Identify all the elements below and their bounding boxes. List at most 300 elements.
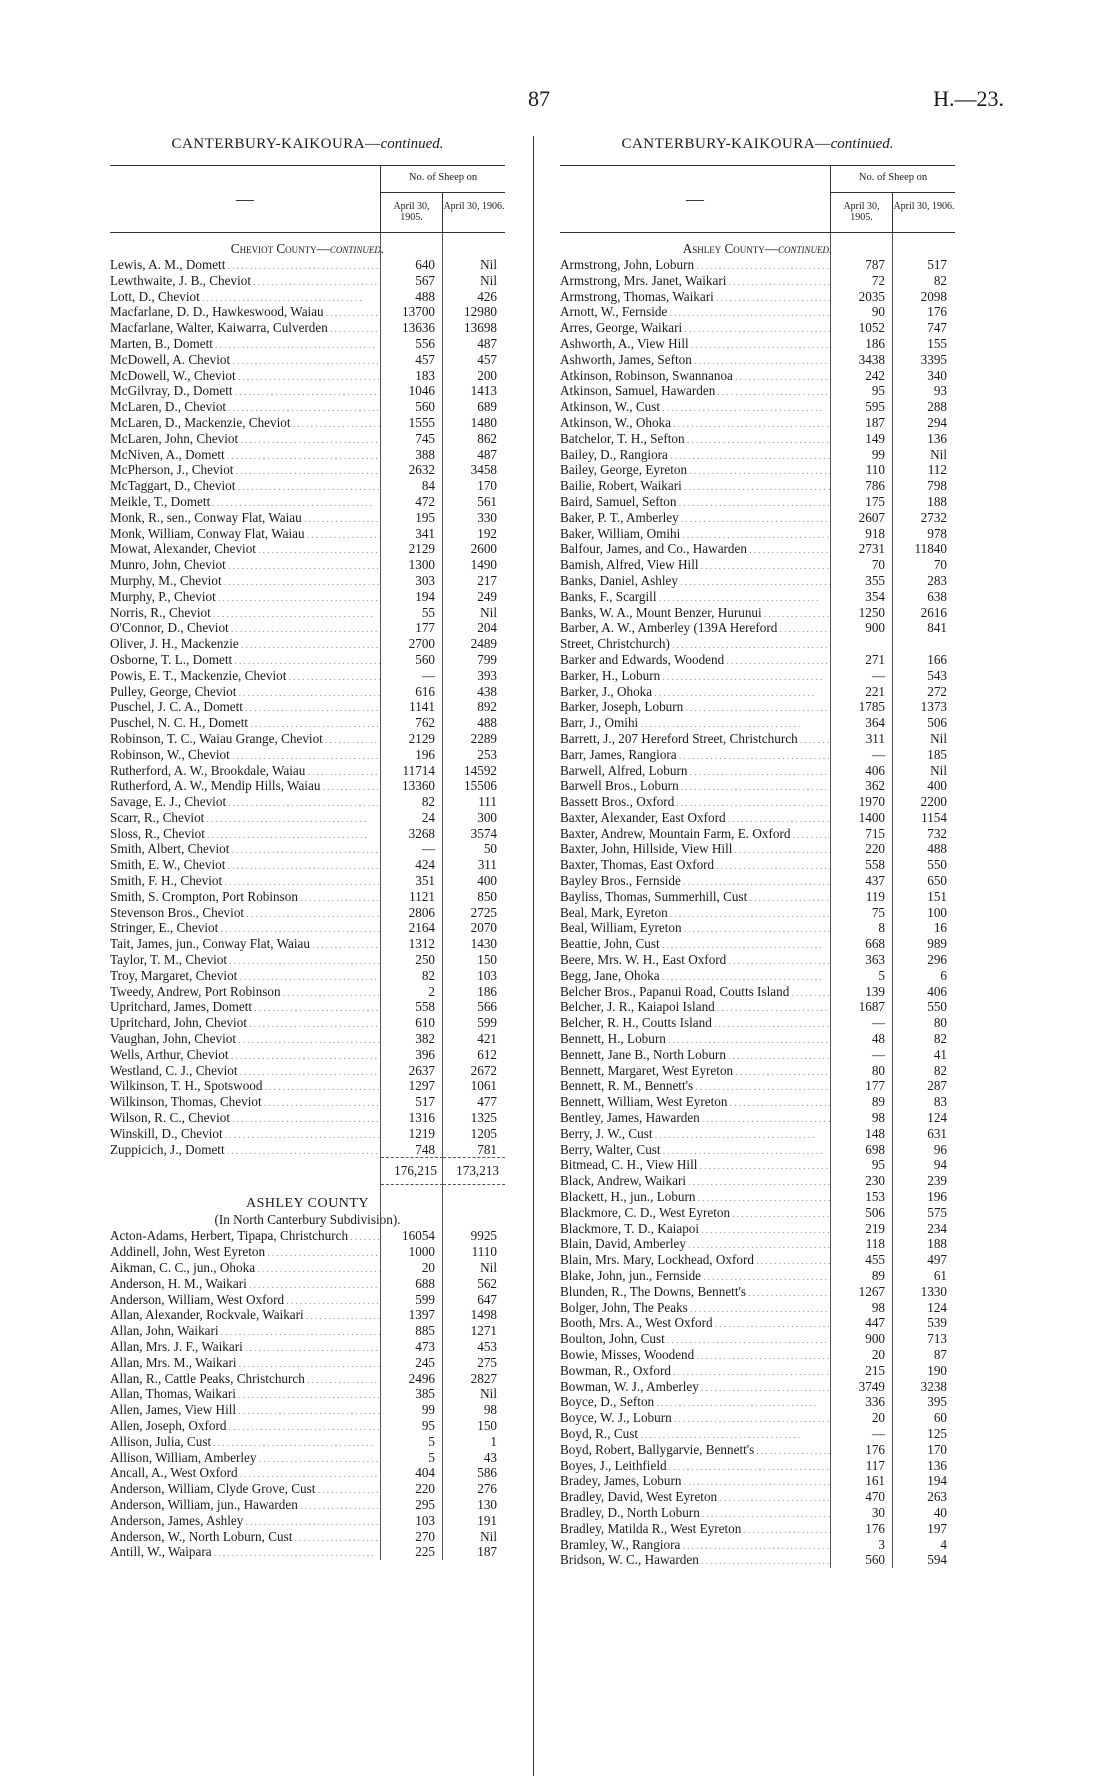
sheep-1906: 426 [477,288,497,304]
total-1906: 173,213 [443,1157,505,1185]
header-sheep-count: No. of Sheep on [831,166,955,193]
sheep-1906: 43 [483,1449,497,1465]
table-row [560,541,955,557]
table-row [560,304,955,320]
owner-name: Baxter, John, Hillside, View Hill . . . [560,841,831,857]
sheep-1905: 230 [865,1173,885,1189]
table-row [110,1513,505,1529]
sheep-1905: 119 [865,888,885,904]
owner-name: Bolger, John, The Peaks . . . [560,1300,831,1316]
sheep-1906: 82 [933,272,947,288]
owner-name: McLaren, D., Mackenzie, Cheviot . . . [110,415,381,431]
owner-name: Tweedy, Andrew, Port Robinson . . . [110,984,381,1000]
owner-name: Blain, Mrs. Mary, Lockhead, Oxford . . . [560,1252,831,1268]
sheep-1906: 11840 [914,541,947,557]
sheep-1905: 271 [865,651,885,667]
sheep-1905: 457 [415,351,435,367]
table-row [560,573,955,589]
table-row [560,1236,955,1252]
table-row [560,731,955,747]
owner-name: Munro, John, Cheviot . . . [110,557,381,573]
owner-name: Anderson, William, West Oxford . . . [110,1292,381,1308]
sheep-1905: 1555 [408,414,435,430]
sheep-1906: 978 [927,525,947,541]
table-row [110,841,505,857]
table-row [560,668,955,684]
owner-name: Lott, D., Cheviot . . . [110,289,381,305]
table-row [110,1386,505,1402]
sheep-1906: 650 [927,873,947,889]
sheep-1906: 14592 [464,762,497,778]
sheep-1905: 688 [415,1275,435,1291]
sheep-1906: 288 [927,399,947,415]
sheep-1906: 287 [927,1078,947,1094]
table-row [110,573,505,589]
owner-name: Banks, W. A., Mount Benzer, Hurunui . . . [560,605,831,621]
sheep-1905: 437 [865,873,885,889]
sheep-1905: 385 [415,1386,435,1402]
sheep-1906: 197 [927,1520,947,1536]
table-row [560,1394,955,1410]
sheep-1905: 745 [415,430,435,446]
table-row [110,605,505,621]
sheep-1906: 747 [927,320,947,336]
document-code: H.—23. [933,86,1004,111]
owner-name: Anderson, William, Clyde Grove, Cust . . . [110,1481,381,1497]
owner-name: McDowell, W., Cheviot . . . [110,368,381,384]
sheep-1906: 100 [927,904,947,920]
sheep-1905: 161 [865,1473,885,1489]
sheep-1906: 187 [477,1544,497,1560]
owner-name: Antill, W., Waipara . . . [110,1544,381,1560]
sheep-1906: 136 [927,1457,947,1473]
owner-name: Wells, Arthur, Cheviot . . . [110,1047,381,1063]
table-row [110,794,505,810]
sheep-1906: 200 [477,367,497,383]
sheep-1905: 70 [871,557,885,573]
owner-name: Blain, David, Amberley . . . [560,1236,831,1252]
owner-name: Banks, Daniel, Ashley . . . [560,573,831,589]
owner-name: Baird, Samuel, Sefton . . . [560,494,831,510]
sheep-1906: 2616 [920,604,947,620]
owner-name: Macfarlane, D. D., Hawkeswood, Waiau . . . [110,304,381,320]
table-row [560,920,955,936]
owner-name: Allan, Mrs. M., Waikari . . . [110,1355,381,1371]
sheep-1906: 1154 [921,809,947,825]
sheep-1905: 560 [865,1552,885,1568]
sheep-1905: 558 [865,857,885,873]
sheep-1905: 556 [415,335,435,351]
owner-name: Arnott, W., Fernside . . . [560,304,831,320]
sheep-1906: 2732 [920,509,947,525]
table-row [110,1142,505,1158]
owner-name: Bailey, D., Rangiora . . . [560,447,831,463]
table-row [110,873,505,889]
sheep-1906: 400 [927,778,947,794]
sheep-1906: 103 [477,967,497,983]
sheep-1906: 253 [477,746,497,762]
sheep-1906: 80 [933,1015,947,1031]
sheep-1906: 989 [927,936,947,952]
sheep-1905: 610 [415,1015,435,1031]
table-row [560,510,955,526]
table-row [110,1418,505,1434]
owner-name: Barr, James, Rangiora . . . [560,747,831,763]
sheep-1905: 698 [865,1141,885,1157]
sheep-1906 [893,636,955,652]
sheep-1905: 95 [421,1417,435,1433]
table-row [110,652,505,668]
total-row [110,1157,505,1183]
sheep-1906: 13698 [464,320,497,336]
right-column-title: CANTERBURY-KAIKOURA—continued. [621,136,894,152]
owner-name: Monk, William, Conway Flat, Waiau . . . [110,526,381,542]
table-row [110,510,505,526]
table-row [110,747,505,763]
table-row [110,731,505,747]
sheep-1906: 1480 [470,414,497,430]
sheep-1905: 221 [865,683,885,699]
sheep-1905: — [421,841,435,857]
sheep-1905: 30 [871,1504,885,1520]
table-row [560,952,955,968]
sheep-1905: 99 [421,1402,435,1418]
table-row [110,1481,505,1497]
sheep-1906: 2725 [470,904,497,920]
table-row [560,1284,955,1300]
table-row [560,699,955,715]
table-row [110,920,505,936]
sheep-1905: 90 [871,304,885,320]
sheep-1906: 94 [933,1157,947,1173]
sheep-1906: 2827 [470,1370,497,1386]
sheep-1906: 125 [927,1425,947,1441]
owner-name: Bayley Bros., Fernside . . . [560,873,831,889]
table-row [560,1379,955,1395]
owner-name: Bennett, H., Loburn . . . [560,1031,831,1047]
sheep-1905: 1052 [858,320,885,336]
sheep-1905: — [871,1046,885,1062]
owner-name: Banks, F., Scargill . . . [560,589,831,605]
sheep-1906: 1205 [470,1125,497,1141]
table-row [560,557,955,573]
table-row [110,715,505,731]
sheep-1905: 98 [871,1110,885,1126]
table-row [560,1347,955,1363]
sheep-1906: Nil [930,446,947,462]
sheep-1906: 487 [477,335,497,351]
sheep-1905: 748 [415,1141,435,1157]
owner-name: Beere, Mrs. W. H., East Oxford . . . [560,952,831,968]
sheep-1906: 2289 [470,730,497,746]
owner-name: Troy, Margaret, Cheviot . . . [110,968,381,984]
table-row [560,431,955,447]
sheep-1905: 80 [871,1062,885,1078]
table-row [110,1063,505,1079]
sheep-1905: 2637 [408,1062,435,1078]
sheep-1906: 799 [477,651,497,667]
sheep-1905: 2607 [858,509,885,525]
sheep-1906: 204 [477,620,497,636]
owner-name: Powis, E. T., Mackenzie, Cheviot . . . [110,668,381,684]
sheep-1906: 1430 [470,936,497,952]
sheep-1906: Nil [480,1386,497,1402]
table-row [560,1126,955,1142]
sheep-1905: 406 [865,762,885,778]
sheep-1906: 136 [927,430,947,446]
sheep-1905: 1297 [408,1078,435,1094]
table-row [110,1276,505,1292]
table-row [560,1189,955,1205]
sheep-1906: 188 [927,1236,947,1252]
sheep-1906: 124 [927,1110,947,1126]
table-row [560,368,955,384]
owner-name: Pulley, George, Cheviot . . . [110,684,381,700]
owner-name: Barrett, J., 207 Hereford Street, Christchurch . . . [560,731,831,747]
table-row [110,462,505,478]
table-row [560,1331,955,1347]
sheep-1906: Nil [480,272,497,288]
sheep-1906: 892 [477,699,497,715]
table-row [110,1078,505,1094]
table-row [110,952,505,968]
table-row [110,1031,505,1047]
owner-name: Acton-Adams, Herbert, Tipapa, Christchurch . . . [110,1228,381,1244]
owner-name: Wilson, R. C., Cheviot . . . [110,1110,381,1126]
owner-name: McNiven, A., Domett . . . [110,447,381,463]
owner-name: Puschel, J. C. A., Domett . . . [110,699,381,715]
sheep-1906: 340 [927,367,947,383]
table-row [110,478,505,494]
sheep-1906: 166 [927,651,947,667]
sheep-1905: 786 [865,478,885,494]
sheep-1905: 560 [415,399,435,415]
sheep-1906: 155 [927,335,947,351]
sheep-1906: 487 [477,446,497,462]
table-row [560,399,955,415]
table-row [110,526,505,542]
sheep-1905: 24 [421,809,435,825]
table-row [110,1371,505,1387]
sheep-1906: 4 [940,1536,947,1552]
sheep-1905: 885 [415,1323,435,1339]
sheep-1906: 1110 [471,1244,497,1260]
sheep-1906: 586 [477,1465,497,1481]
sheep-1906: Nil [480,1528,497,1544]
table-row [110,257,505,273]
table-row [110,984,505,1000]
owner-name: Barwell Bros., Loburn . . . [560,778,831,794]
sheep-1906: 82 [933,1062,947,1078]
column-divider [533,136,534,1776]
sheep-1905: — [871,1015,885,1031]
owner-name: Baker, P. T., Amberley . . . [560,510,831,526]
section-heading: Ashley County—continued. [682,241,833,256]
table-row [560,715,955,731]
sheep-1905: 336 [865,1394,885,1410]
table-row [110,999,505,1015]
sheep-1906: 16 [933,920,947,936]
table-row [560,605,955,621]
table-row [110,889,505,905]
table-row [560,620,955,636]
sheep-1905: 341 [415,525,435,541]
owner-name: Anderson, William, jun., Hawarden . . . [110,1497,381,1513]
owner-name: Blackett, H., jun., Loburn . . . [560,1189,831,1205]
table-row [110,541,505,557]
sheep-1906: 689 [477,399,497,415]
sheep-1906: 2070 [470,920,497,936]
owner-name: Murphy, P., Cheviot . . . [110,589,381,605]
sheep-1905: 1970 [858,794,885,810]
sheep-1905: 98 [871,1299,885,1315]
owner-name: Boyce, D., Sefton . . . [560,1394,831,1410]
owner-name: McLaren, D., Cheviot . . . [110,399,381,415]
owner-name: Winskill, D., Cheviot . . . [110,1126,381,1142]
sheep-1906: 517 [927,257,947,272]
sheep-1906: Nil [930,762,947,778]
sheep-1906: 83 [933,1094,947,1110]
sheep-1906: 488 [927,841,947,857]
table-row [110,857,505,873]
owner-name: Ashworth, A., View Hill . . . [560,336,831,352]
table-row [560,1458,955,1474]
table-row [560,794,955,810]
sheep-1905: 900 [865,620,885,636]
owner-name: Bamish, Alfred, View Hill . . . [560,557,831,573]
owner-name: Beattie, John, Cust . . . [560,936,831,952]
sheep-1905: 362 [865,778,885,794]
owner-name: Blackmore, T. D., Kaiapoi . . . [560,1221,831,1237]
table-row [110,636,505,652]
owner-name: McLaren, John, Cheviot . . . [110,431,381,447]
table-row [110,1465,505,1481]
sheep-1906: 150 [477,952,497,968]
sheep-1905: 567 [415,272,435,288]
sheep-1906: 1 [490,1433,497,1449]
sheep-1905: 13636 [402,320,435,336]
owner-name: Marten, B., Domett . . . [110,336,381,352]
sheep-1906: 453 [477,1339,497,1354]
owner-name: Mowat, Alexander, Cheviot . . . [110,541,381,557]
sheep-1905: 3 [878,1536,885,1552]
table-row [560,494,955,510]
sheep-1906: 1373 [920,699,947,715]
sheep-1906: 124 [927,1299,947,1315]
sheep-1905: 1121 [409,888,435,904]
owner-name: Wilkinson, Thomas, Cheviot . . . [110,1094,381,1110]
sheep-1905: 363 [865,952,885,968]
sheep-1906: 130 [477,1496,497,1512]
sheep-1905: 103 [415,1512,435,1528]
sheep-1906: 283 [927,572,947,588]
table-row [110,1339,505,1355]
sheep-1905: 668 [865,936,885,952]
sheep-1905: 311 [865,730,885,746]
right-table-body [560,233,955,1568]
owner-name: Osborne, T. L., Domett . . . [110,652,381,668]
sheep-1906: 15506 [464,778,497,794]
sheep-1905: 242 [865,367,885,383]
sheep-1906: 631 [927,1125,947,1141]
owner-name: Barker, H., Loburn . . . [560,668,831,684]
owner-name: Barr, J., Omihi . . . [560,715,831,731]
owner-name: Armstrong, Mrs. Janet, Waikari . . . [560,273,831,289]
sheep-1905: 153 [865,1189,885,1205]
sheep-1905: — [871,1425,885,1441]
table-row [110,1323,505,1339]
table-row [110,699,505,715]
table-row [110,1529,505,1545]
sheep-1906: 61 [933,1268,947,1283]
right-table-header [560,165,955,233]
owner-name: Lewthwaite, J. B., Cheviot . . . [110,273,381,289]
sheep-1905: 616 [415,683,435,699]
owner-name: Puschel, N. C. H., Domett . . . [110,715,381,731]
sheep-1906: 550 [927,999,947,1015]
sheep-1905: 2496 [408,1370,435,1386]
sheep-1905: 382 [415,1031,435,1047]
owner-name: Beal, William, Eyreton . . . [560,920,831,936]
owner-name: Bitmead, C. H., View Hill . . . [560,1157,831,1173]
owner-name: Baxter, Thomas, East Oxford . . . [560,857,831,873]
table-row [560,1410,955,1426]
sheep-1906: 176 [927,304,947,320]
owner-name: Bennett, William, West Eyreton . . . [560,1094,831,1110]
section-subheading: (In North Canterbury Subdivision). [214,1212,401,1228]
sheep-1905: 2700 [408,636,435,652]
owner-name: Smith, Albert, Cheviot . . . [110,841,381,857]
table-row [560,415,955,431]
sheep-1906: 798 [927,478,947,494]
left-column-title: CANTERBURY-KAIKOURA—continued. [171,136,444,152]
table-row [560,841,955,857]
table-row [110,1307,505,1323]
owner-name: Upritchard, James, Domett . . . [110,999,381,1015]
owner-name: Barker, J., Ohoka . . . [560,684,831,700]
owner-name: Allan, R., Cattle Peaks, Christchurch . . . [110,1371,381,1387]
right-column [560,136,955,1568]
table-row [110,589,505,605]
table-row [560,383,955,399]
owner-name: Allen, Joseph, Oxford . . . [110,1418,381,1434]
sheep-1905: 82 [421,967,435,983]
table-row [110,1110,505,1126]
sheep-1906: 599 [477,1015,497,1031]
sheep-1905: 55 [421,604,435,620]
owner-name: Oliver, J. H., Mackenzie . . . [110,636,381,652]
sheep-1905: 2129 [408,541,435,557]
table-row [110,1047,505,1063]
table-row [110,684,505,700]
sheep-1905: 82 [421,794,435,810]
owner-name: McTaggart, D., Cheviot . . . [110,478,381,494]
sheep-1906: 96 [933,1141,947,1157]
owner-name: Ashworth, James, Sefton . . . [560,352,831,368]
owner-name: Bennett, R. M., Bennett's . . . [560,1078,831,1094]
sheep-1905: 3749 [858,1378,885,1394]
table-row [110,968,505,984]
sheep-1905: 388 [415,446,435,462]
left-table-header [110,165,505,233]
sheep-1905: 186 [865,335,885,351]
table-row [560,1205,955,1221]
sheep-1906: 1498 [470,1307,497,1323]
table-row [110,1244,505,1260]
sheep-1906: Nil [480,257,497,272]
owner-name: Atkinson, Robinson, Swannanoa . . . [560,368,831,384]
sheep-1905: 2129 [408,730,435,746]
